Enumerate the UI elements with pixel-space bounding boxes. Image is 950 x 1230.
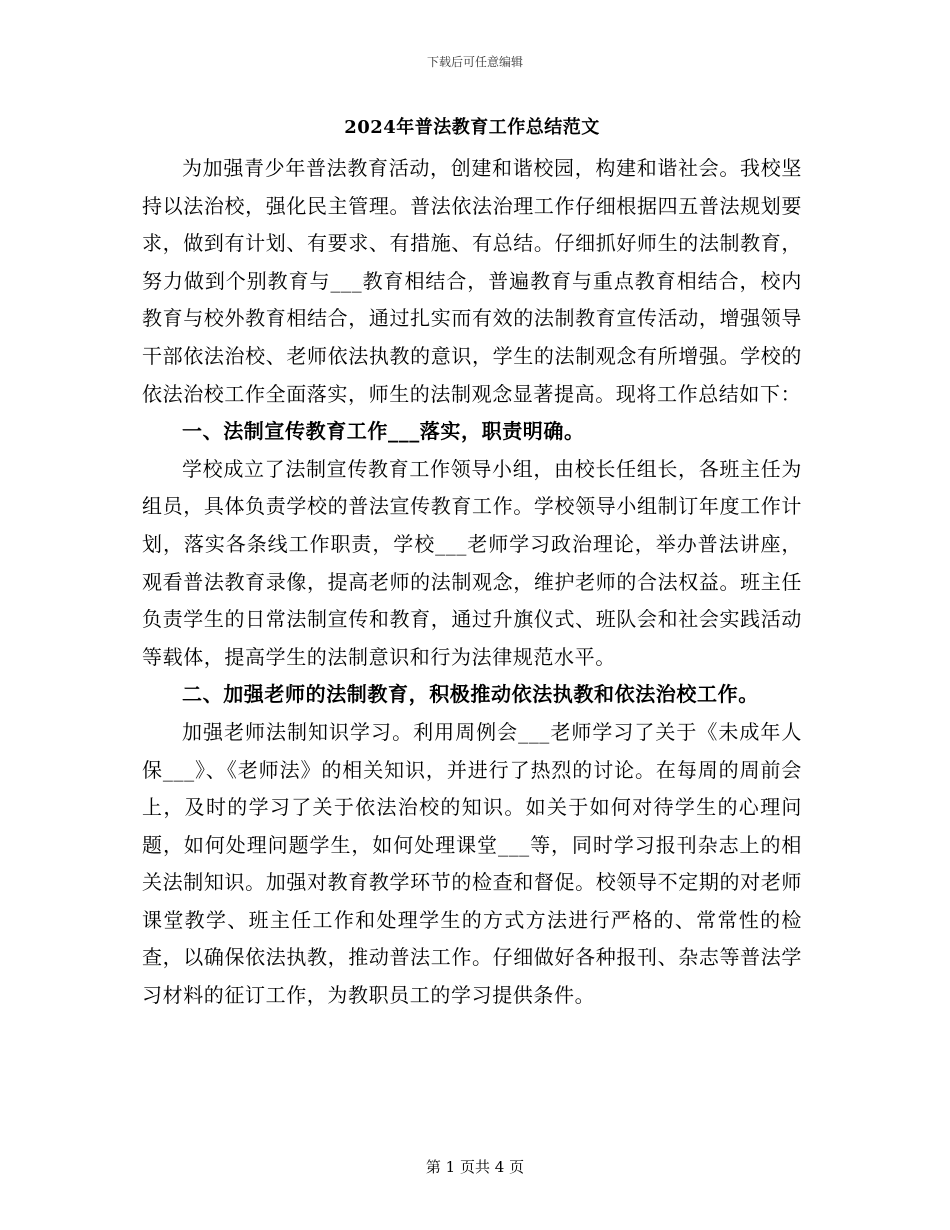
intro-paragraph: 为加强青少年普法教育活动，创建和谐校园，构建和谐社会。我校坚持以法治校，强化民主管理。普法依法治理工作仔细根据四五普法规划要求，做到有计划、有要求、有措施、有总结。仔细抓好师生的法制教育，努力做到个别教育与___教育相结合，普遍教育与重点教育相结合，校内教育与校外教育相结合，通过扎实而有效的法制教育宣传活动，增强领导干部依法治校、老师依法执教的意识，学生的法制观念有所增强。学校的依法治校工作全面落实，师生的法制观念显著提高。现将工作总结如下： [142,156,802,406]
section-heading-2: 二、加强老师的法制教育，积极推动依法执教和依法治校工作。 [182,682,759,707]
section-1-paragraph: 学校成立了法制宣传教育工作领导小组，由校长任组长，各班主任为组员，具体负责学校的普法宣传教育工作。学校领导小组制订年度工作计划，落实各条线工作职责，学校___老师学习政治理论，举办普法讲座，观看普法教育录像，提高老师的法制观念，维护老师的合法权益。班主任负责学生的日常法制宣传和教育，通过升旗仪式、班队会和社会实践活动等载体，提高学生的法制意识和行为法律规范水平。 [142,456,802,669]
header-note: 下载后可任意编辑 [426,55,523,69]
section-heading-1: 一、法制宣传教育工作___落实，职责明确。 [182,419,585,444]
document-title: 2024年普法教育工作总结范文 [344,117,600,138]
section-2-paragraph: 加强老师法制知识学习。利用周例会___老师学习了关于《未成年人保___》、《老师法》的相关知识，并进行了热烈的讨论。在每周的周前会上，及时的学习了关于依法治校的知识。如关于如何对待学生的心理问题，如何处理问题学生，如何处理课堂___等，同时学习报刊杂志上的相关法制知识。加强对教育教学环节的检查和督促。校领导不定期的对老师课堂教学、班主任工作和处理学生的方式方法进行严格的、常常性的检查，以确保依法执教，推动普法工作。仔细做好各种报刊、杂志等普法学习材料的征订工作，为教职员工的学习提供条件。 [142,719,802,1008]
document-body [142,112,802,1015]
page-number: 第 1 页共 4 页 [425,1158,525,1176]
